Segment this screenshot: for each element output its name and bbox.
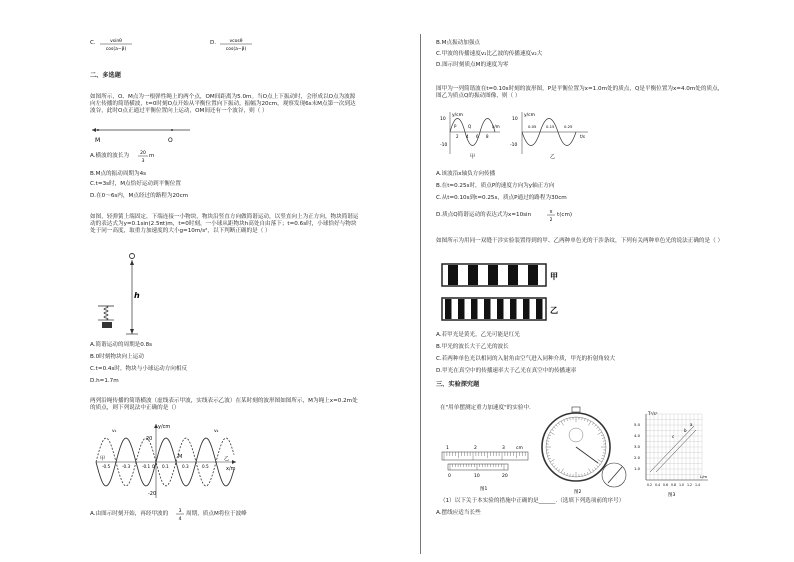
svg-text:图3: 图3 [668, 493, 676, 498]
q2-option-c: C.t=0.4s时，物块与小球运动方向相反 [90, 366, 188, 372]
q1-option-a-unit: m [149, 153, 155, 159]
svg-text:0.8: 0.8 [671, 483, 677, 487]
svg-text:-10: -10 [510, 143, 518, 148]
svg-text:5.0: 5.0 [634, 422, 641, 427]
option-d-fraction [216, 36, 256, 52]
q1-option-c: C.t=3s时，M点恰好运动到平衡位置 [90, 181, 181, 187]
svg-text:1: 1 [446, 446, 449, 451]
q3-option-d: D.图示时刻质点M的速度为零 [436, 62, 509, 68]
q3-wave-figure [90, 420, 240, 502]
fringe-dark [488, 265, 498, 285]
q6-sub1: （1）以下关于本实验的措施中正确的是______.（选填下列选项前的序号） [440, 498, 625, 504]
right-column [420, 0, 794, 562]
svg-text:y/cm: y/cm [452, 113, 464, 118]
option-c: C. [90, 40, 96, 46]
q1-rope-figure [90, 124, 200, 146]
q4-option-b: B.在t=0.25s时，质点P的速度方向为y轴正方向 [436, 183, 555, 189]
option-c-den: cos(a−β) [105, 47, 127, 52]
svg-text:y/cm: y/cm [158, 424, 171, 430]
q4-option-a: A.该波沿x轴负方向传播 [436, 171, 496, 177]
q3-option-a: A.由图示时刻开始，再经甲波的 [90, 511, 169, 517]
q5-label-jia: 甲 [550, 272, 558, 281]
svg-text:3.0: 3.0 [634, 444, 641, 449]
q5-option-b: B.甲光的波长大于乙光的波长 [436, 344, 509, 350]
q2-option-d: D.h=1.7m [90, 378, 119, 384]
svg-text:cm: cm [516, 446, 523, 451]
svg-text:2: 2 [474, 446, 477, 451]
section-multi-choice: 二、多选题 [90, 72, 121, 79]
svg-text:2: 2 [549, 218, 553, 223]
svg-text:2.0: 2.0 [634, 455, 641, 460]
q1-stem: 如图所示，O、M点为一根弹性绳上的两个点，OM间距离为5.0m。当O点上下振动时，会形成以O点为波源向左传播的简谐横波，t=0时刻O点开始从平衡位置向下振动，振幅为20cm，观察发现6s末M点第一次到达波谷，此时O点正通过平衡位置向上运动，OM间还有一个波谷，则（ ） [90, 94, 356, 114]
svg-text:10: 10 [512, 117, 518, 122]
svg-text:2: 2 [456, 134, 459, 139]
svg-text:T²/s²: T²/s² [648, 411, 658, 416]
q3-option-c: C.甲波的传播速度v₁比乙波的传播速度v₂大 [436, 51, 543, 57]
q1-option-d: D.在0～6s内，M点经过的路程为20cm [90, 193, 189, 199]
q4-figure-b [510, 110, 590, 160]
option-c-num: vsinθ [110, 39, 122, 44]
svg-text:y/cm: y/cm [524, 113, 536, 118]
svg-text:10: 10 [440, 117, 446, 122]
svg-text:1.0: 1.0 [679, 483, 685, 487]
q2-stem: 如图，轻弹簧上端固定，下端连接一小物块，物块沿竖直方向做简谐运动，以竖直向上为正方向，物块简谐运动的表达式为y=0.1sin(2.5πt)m，t=0时刻，一小球从距物块h高处自由落下；t=0.6s时，小球恰好与物块处于同一高度，取重力加速度的大小g=10m/s²，以下判断正确的是（ ） [90, 214, 359, 234]
q6-figure1-ruler [440, 440, 532, 492]
q6-figure2-stopwatch [538, 405, 630, 497]
q5-option-d: D.甲光在真空中的传播速率大于乙光在真空中的传播速率 [436, 368, 577, 374]
svg-text:8: 8 [486, 134, 489, 139]
q2-option-b: B.0时刻物块向上运动 [90, 354, 144, 360]
svg-text:0.25: 0.25 [564, 124, 573, 129]
fringe-dark [471, 299, 478, 319]
fringe-dark [536, 299, 543, 319]
q3-option-b: B.M点振动加强点 [436, 40, 481, 46]
svg-text:4: 4 [466, 134, 469, 139]
q3-tick-label: 0.3 [182, 464, 189, 469]
svg-text:4: 4 [178, 517, 182, 522]
fringe-dark [523, 299, 530, 319]
q4-figure-a [440, 110, 502, 160]
svg-text:L/m: L/m [700, 474, 708, 479]
svg-text:3: 3 [141, 159, 145, 164]
svg-text:π: π [549, 210, 553, 215]
svg-text:20: 20 [146, 436, 153, 442]
svg-text:b: b [684, 428, 687, 433]
section-experiment: 三、实验探究题 [436, 381, 480, 388]
q5-option-a: A.若甲光是黄光，乙光可能是红光 [436, 332, 520, 338]
fringe-dark [484, 299, 491, 319]
svg-text:0.15: 0.15 [546, 124, 555, 129]
svg-text:c: c [672, 434, 675, 439]
q1-option-a-fraction [136, 148, 150, 164]
q6-option-a: A.摆线应适当长些 [436, 510, 481, 516]
q1-label-o: O [168, 137, 173, 144]
svg-text:x/m: x/m [492, 124, 500, 129]
svg-text:20: 20 [140, 151, 146, 156]
svg-text:v₂: v₂ [214, 429, 219, 434]
svg-text:甲: 甲 [470, 154, 476, 160]
svg-text:Q: Q [468, 124, 472, 129]
svg-text:-20: -20 [148, 491, 157, 497]
q5-label-yi: 乙 [550, 306, 558, 315]
svg-text:a: a [690, 422, 693, 427]
fringe-dark [468, 265, 478, 285]
svg-text:0.05: 0.05 [528, 124, 537, 129]
fringe-dark [448, 265, 458, 285]
svg-text:3: 3 [178, 509, 182, 514]
svg-text:3: 3 [502, 446, 505, 451]
q2-label-h: h [134, 291, 140, 300]
fringe-dark [528, 265, 538, 285]
svg-text:10: 10 [474, 474, 480, 479]
q1-option-b: B.M点的振动周期为4s [90, 171, 147, 177]
svg-text:t/s: t/s [580, 134, 585, 139]
svg-text:1.0: 1.0 [634, 466, 641, 471]
svg-text:乙: 乙 [550, 154, 556, 160]
q3-tick-label: -0.3 [122, 464, 131, 469]
svg-text:0.2: 0.2 [647, 483, 653, 487]
fringe-dark [497, 299, 504, 319]
option-d: D. [210, 40, 217, 46]
svg-text:1.2: 1.2 [687, 483, 693, 487]
q6-stem: 在"用单摆测定重力加速度"的实验中. [440, 405, 531, 411]
svg-text:6: 6 [476, 134, 479, 139]
q3-tick-label: 0 [152, 464, 155, 469]
q2-spring-figure [92, 250, 142, 338]
q6-figure3-graph [632, 408, 710, 500]
svg-text:0.6: 0.6 [663, 483, 669, 487]
q5-stem: 如图所示为用同一双缝干涉实验装置得到的甲、乙两种单色光的干涉条纹，下列有关两种单色光的说法正确的是（ ） [436, 238, 724, 244]
fringe-dark [445, 299, 452, 319]
q5-fringe-figure [440, 262, 570, 324]
q3-tick-label: -0.5 [102, 464, 111, 469]
svg-text:0: 0 [448, 474, 451, 479]
svg-text:v₁: v₁ [112, 429, 117, 434]
svg-text:20: 20 [502, 474, 508, 479]
q3-stem: 两列沿绳传播的简谐横波（虚线表示甲波，实线表示乙波）在某时刻的波形图如图所示，M为绳上x=0.2m处的质点，则下列说法中正确的是（） [90, 398, 358, 411]
option-c-fraction [96, 36, 136, 52]
fringe-dark [458, 299, 465, 319]
q4-option-d-fraction [546, 207, 556, 223]
svg-text:x/m: x/m [226, 466, 236, 472]
svg-text:4.0: 4.0 [634, 433, 641, 438]
q3-tick-label: 0.1 [162, 464, 169, 469]
svg-text:P: P [454, 124, 457, 129]
fringe-dark [510, 299, 517, 319]
option-d-num: vcosθ [229, 39, 243, 44]
q2-option-a: A.简谐运动的周期是0.8s [90, 342, 153, 348]
svg-text:乙: 乙 [224, 456, 230, 462]
option-d-den: cos(a−β) [225, 47, 247, 52]
svg-text:图2: 图2 [574, 490, 582, 495]
q3-tick-label: -0.1 [142, 464, 151, 469]
q5-option-c: C.若两种单色光以相同的入射角由空气进入同种介质，甲光的折射角较大 [436, 356, 616, 362]
svg-text:0.4: 0.4 [655, 483, 661, 487]
fringe-dark [508, 265, 518, 285]
svg-text:图1: 图1 [480, 487, 488, 492]
q3-option-a-fraction [174, 506, 186, 522]
svg-text:甲: 甲 [100, 456, 106, 462]
q4-option-c: C.从t=0.10s到t=0.25s，质点P通过的路程为30cm [436, 195, 567, 201]
svg-text:-10: -10 [440, 143, 448, 148]
q3-tick-label: 0.5 [202, 464, 209, 469]
q1-label-m: M [95, 137, 101, 144]
q1-option-a: A.横波的波长为 [90, 153, 130, 159]
q3-option-a-tail: 周期，质点M将位于波峰 [186, 511, 247, 517]
svg-text:1.4: 1.4 [695, 483, 701, 487]
q4-option-d: D.质点Q简谐运动的表达式为x=10sin [436, 212, 532, 218]
q4-option-d-tail: t(cm) [557, 212, 573, 218]
svg-text:M: M [178, 454, 183, 460]
q4-stem: 图甲为一列简谐波在t=0.10s时刻的波形图，P是平衡位置为x=1.0m处的质点，Q是平衡位置为x=4.0m处的质点，图乙为质点Q的振动图像，则（ ） [436, 86, 724, 99]
